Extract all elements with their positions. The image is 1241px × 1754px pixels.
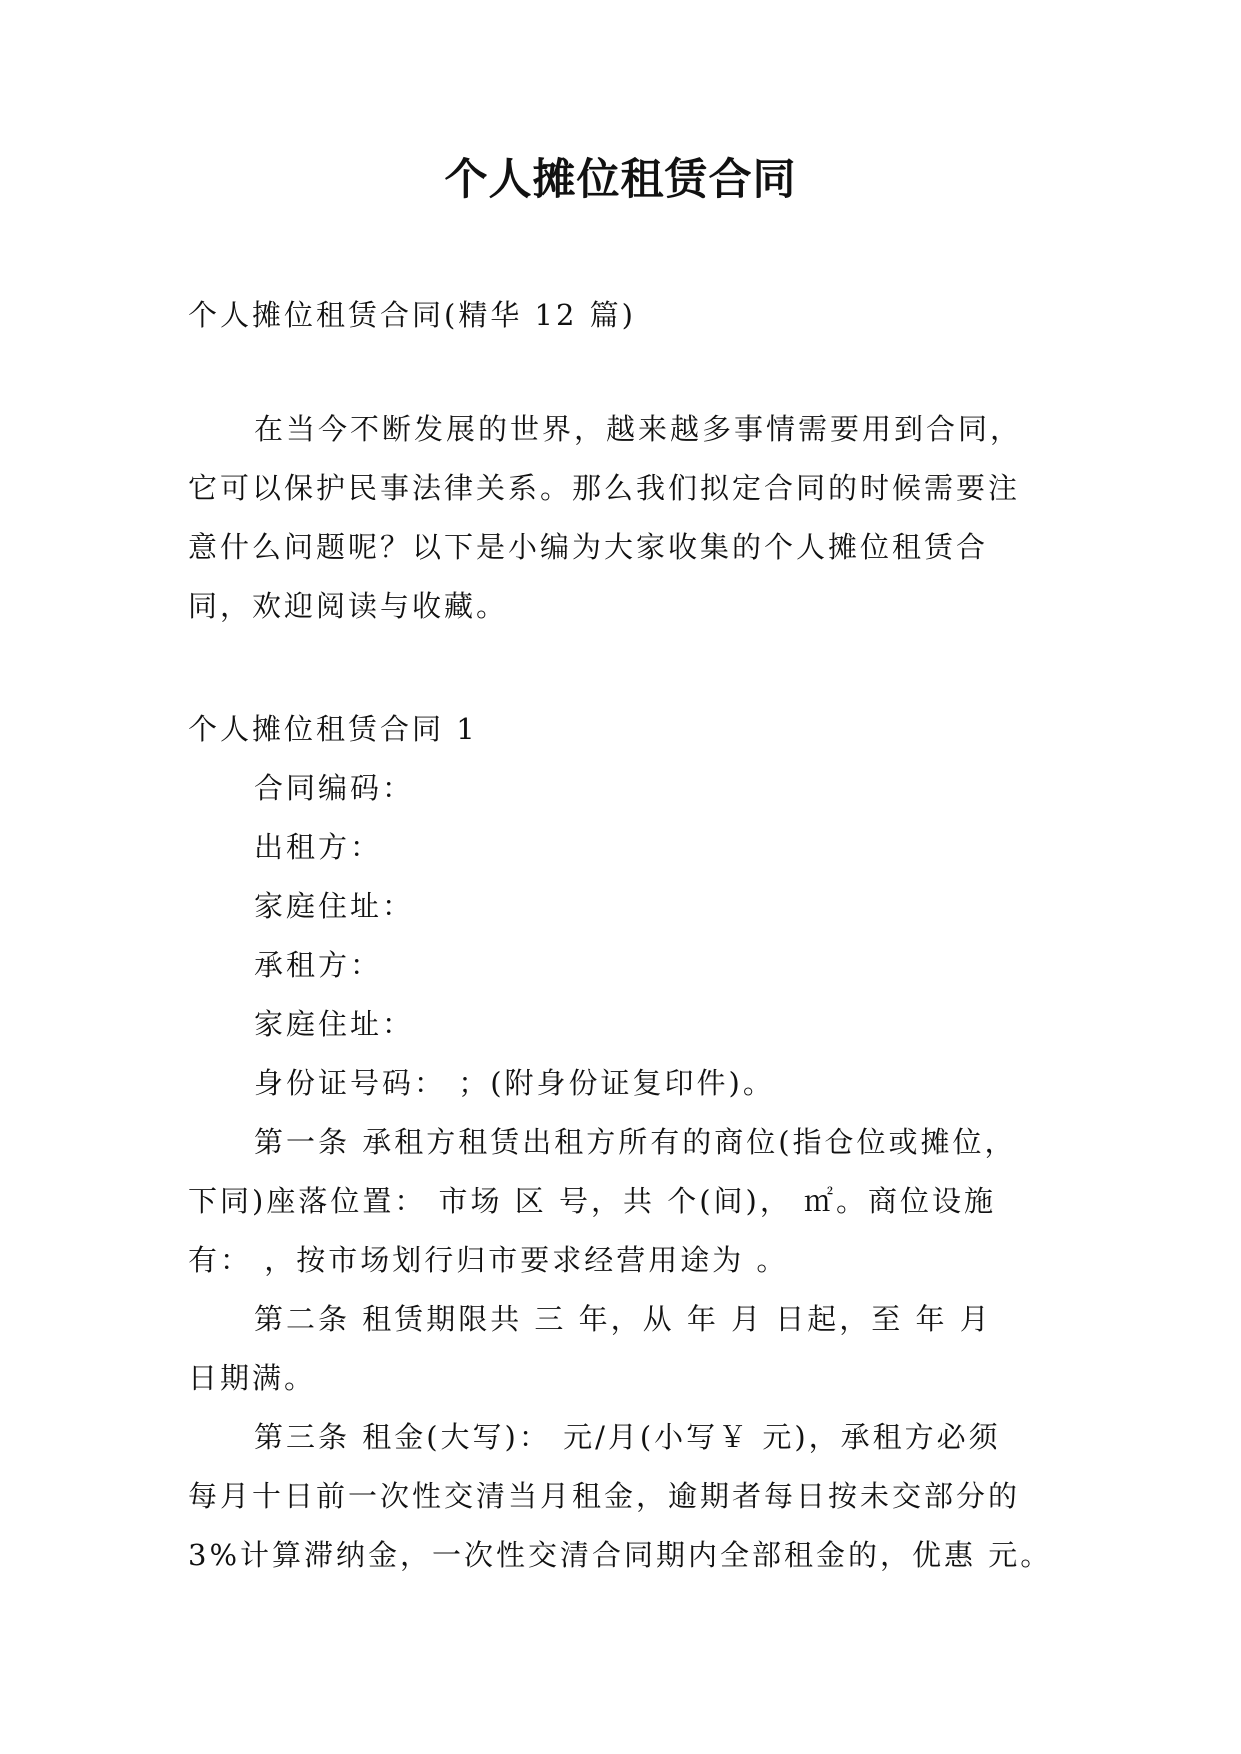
document-title: 个人摊位租赁合同 (444, 155, 797, 205)
field-lessor: 出租方： (254, 830, 383, 864)
field-contract-code: 合同编码： (254, 771, 415, 805)
article-1-line: 有： ，按市场划行归市要求经营用途为 。 (188, 1243, 789, 1277)
field-lessee: 承租方： (254, 948, 383, 982)
subtitle-line: 个人摊位租赁合同(精华 12 篇) (188, 298, 636, 332)
field-lessee-address: 家庭住址： (254, 1007, 415, 1041)
intro-paragraph (188, 400, 1060, 636)
article-3-line: 第三条 租金(大写)： 元/月(小写￥ 元)，承租方必须 (254, 1420, 1001, 1454)
intro-line: 它可以保护民事法律关系。那么我们拟定合同的时候需要注 (188, 471, 1021, 505)
contract-section-1 (188, 700, 1060, 1585)
intro-line: 在当今不断发展的世界，越来越多事情需要用到合同， (254, 412, 1023, 446)
section-heading: 个人摊位租赁合同 1 (188, 712, 478, 746)
intro-line: 同，欢迎阅读与收藏。 (188, 589, 509, 623)
field-lessor-address: 家庭住址： (254, 889, 415, 923)
field-id-number: 身份证号码： ；(附身份证复印件)。 (254, 1066, 775, 1100)
article-3-line: 3%计算滞纳金，一次性交清合同期内全部租金的，优惠 元。 (188, 1538, 1053, 1572)
article-3-line: 每月十日前一次性交清当月租金，逾期者每日按未交部分的 (188, 1479, 1021, 1513)
article-2-line: 第二条 租赁期限共 三 年，从 年 月 日起，至 年 月 (254, 1302, 992, 1336)
document-subtitle (188, 286, 1060, 345)
article-1-line: 下同)座落位置： 市场 区 号，共 个(间)， ㎡。商位设施 (188, 1184, 997, 1218)
intro-line: 意什么问题呢？以下是小编为大家收集的个人摊位租赁合 (188, 530, 989, 564)
article-2-line: 日期满。 (188, 1361, 317, 1395)
article-1-line: 第一条 承租方租赁出租方所有的商位(指仓位或摊位， (254, 1125, 1017, 1159)
